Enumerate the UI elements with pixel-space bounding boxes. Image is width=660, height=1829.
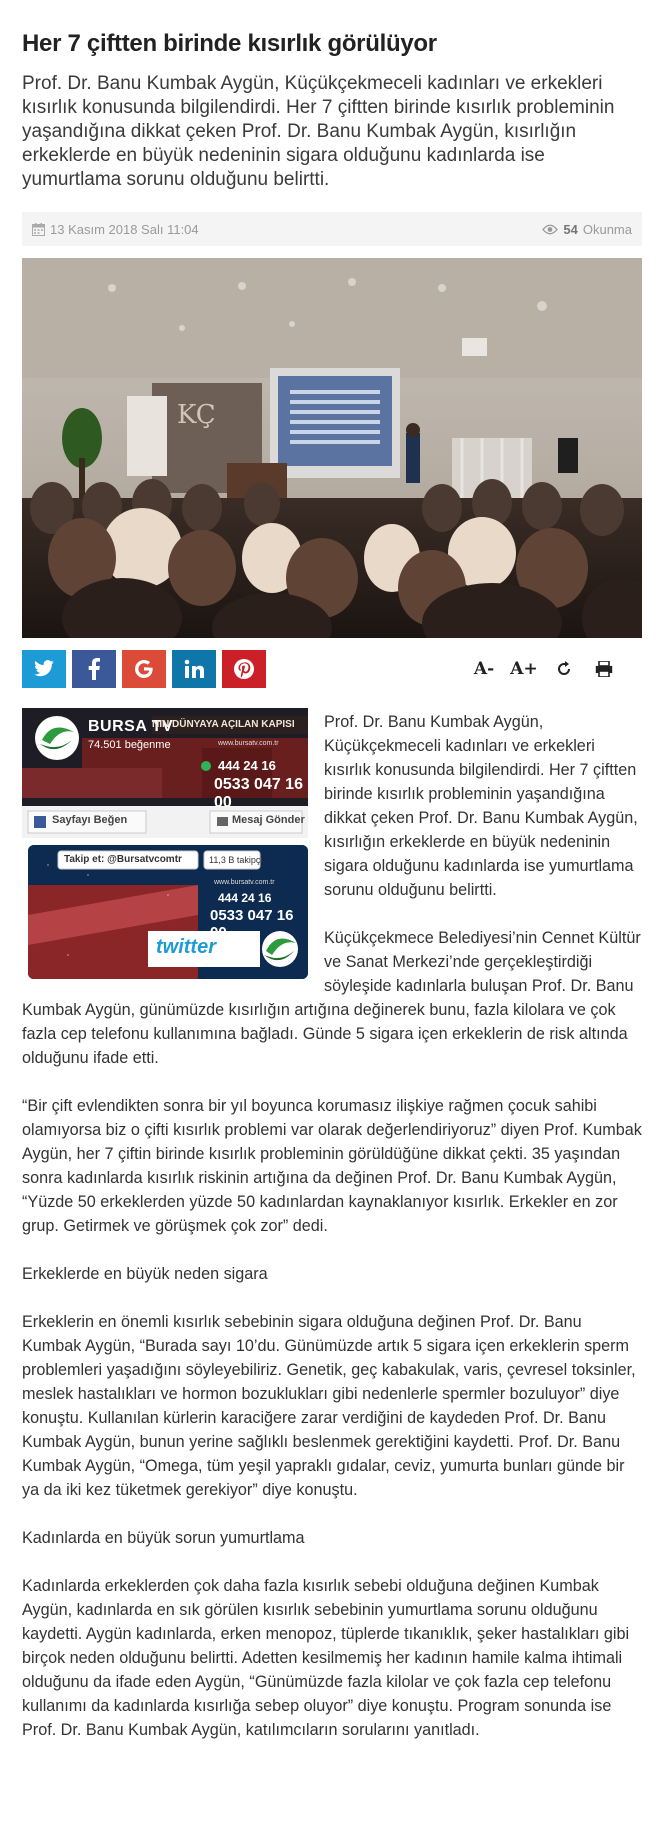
bursatv-twitter-ad[interactable]	[28, 845, 308, 979]
ad-phone-1: 444 24 16	[218, 891, 272, 905]
article-paragraph: Erkeklerin en önemli kısırlık sebebinin sigara olduğuna değinen Prof. Dr. Banu Kumbak Aygün, “Burada sayı 10’du. Günümüzde artık 5 sigara içen erkeklerin sperm problemleri yaşadığını söyleyebiliriz. Genetik, geç kabakulak, varis, çevresel toksinler, meslek hastalıkları ve hormon bozuklukları gibi nedenlerle spermler bozuluyor” diye konuştu. Kullanılan kürlerin karaciğere zarar verdiğini de kaydeden Prof. Dr. Banu Kumbak Aygün, bunun yerine sağlıklı beslenmek gerektiğini kaydetti. Prof. Dr. Banu Kumbak Aygün, “Omega, tüm yeşil yapraklı gıdalar, ceviz, yumurta bunları günde bir ya da iki kez tüketmek gerekiyor” diye konuştu.	[22, 1313, 636, 1499]
refresh-icon	[556, 661, 572, 677]
article-tools	[466, 650, 622, 688]
article-paragraph: “Bir çift evlendikten sonra bir yıl boyunca korumasız ilişkiye rağmen çocuk sahibi olamıyorsa biz o çifti kısırlık problemi var olarak değerlendiriyoruz” diyen Prof. Kumbak Aygün, her 7 çiftin birinde kısırlık probleminin görüldüğüne dikkat çekti. 35 yaşından sonra kadınlarda kısırlık riskinin artığına da değinen Prof. Dr. Banu Kumbak Aygün, “Yüzde 50 erkeklerden yüzde 50 kadınlardan kaynaklanıyor kısırlık. Erkekler en zor grup. Getirmek ve görüşmek çok zor” dedi.	[22, 1097, 642, 1235]
article-hero-image	[22, 258, 642, 638]
svg-text:KÇ: KÇ	[177, 400, 216, 430]
date-text: 13 Kasım 2018 Salı 11:04	[50, 222, 199, 237]
reset-font-button[interactable]	[546, 650, 582, 688]
send-message-button[interactable]: Mesaj Gönder	[232, 814, 305, 826]
facebook-icon	[88, 658, 100, 680]
share-twitter-button[interactable]	[22, 650, 66, 688]
article-meta-bar	[22, 212, 642, 246]
linkedin-icon	[184, 659, 204, 679]
share-google-plus-button[interactable]	[122, 650, 166, 688]
ad-phone-2: 0533 047 16 00	[214, 776, 303, 811]
calendar-icon	[32, 223, 45, 236]
ad-phone-2: 0533 047 16 00	[210, 907, 294, 941]
ad-likes: 74.501 beğenme	[88, 739, 171, 751]
share-facebook-button[interactable]	[72, 650, 116, 688]
view-count-label: Okunma	[582, 222, 632, 237]
ad-brand: BURSA TV	[88, 718, 174, 735]
view-count-number: 54	[563, 222, 578, 237]
article-summary: Prof. Dr. Banu Kumbak Aygün, Küçükçekmeceli kadınları ve erkekleri kısırlık konusunda bilgilendirdi. Her 7 çiftten birinde kısırlık probleminin yaşandığına dikkat çeken Prof. Dr. Banu Kumbak Aygün, kısırlığın erkeklerde en büyük nedeninin sigara olduğunu kadınlarda ise yumurtlama sorunu olduğunu belirtti.	[22, 73, 615, 190]
bursatv-facebook-ad[interactable]	[22, 708, 308, 838]
print-button[interactable]	[586, 650, 622, 688]
ad-banner: NIN DÜNYAYA AÇILAN KAPISI	[152, 719, 295, 730]
decrease-font-button[interactable]: A-	[473, 659, 495, 679]
share-buttons	[22, 650, 266, 688]
article-paragraph: Kadınlarda erkeklerden çok daha fazla kısırlık sebebi olduğuna değinen Kumbak Aygün, kadınlarda en sık görülen kısırlık sebebinin yumurtlama sorunu olduğunu kaydetti. Aygün kadınlarda, erken menopoz, tüplerde tıkanıklık, şeker hastalıkları gibi birçok neden olduğunu belirtti. Adetten kesilmemiş her kadının hamile kalma ihtimali olduğunu da ifade eden Aygün, “Günümüzde fazla kilolar ve çok fazla cep telefonu kullanımı da kadınlarda kısırlığa sebep oluyor” diye konuştu. Program sonunda ise Prof. Dr. Banu Kumbak Aygün, katılımcıların sorularını yanıtladı.	[22, 1577, 630, 1739]
article-subheading: Kadınlarda en büyük sorun yumurtlama	[22, 1529, 305, 1547]
print-icon	[595, 661, 613, 677]
increase-font-button[interactable]: A+	[510, 659, 538, 679]
share-pinterest-button[interactable]	[222, 650, 266, 688]
like-page-button[interactable]: Sayfayı Beğen	[52, 814, 128, 826]
twitter-follow-button[interactable]: Takip et: @Bursatvcomtr	[64, 854, 182, 865]
share-linkedin-button[interactable]	[172, 650, 216, 688]
eye-icon	[542, 224, 558, 235]
ad-phone-1: 444 24 16	[218, 758, 276, 773]
pinterest-icon	[233, 658, 255, 680]
publish-date	[32, 222, 199, 237]
twitter-logo-text: twitter	[156, 936, 216, 958]
twitter-followers: 11,3 B takipçi	[209, 855, 263, 865]
article-title: Her 7 çiftten birinde kısırlık görülüyor	[22, 30, 437, 57]
twitter-icon	[33, 660, 55, 678]
ad-website: www.bursatv.com.tr	[214, 879, 275, 886]
article-paragraph: Prof. Dr. Banu Kumbak Aygün, Küçükçekmeceli kadınları ve erkekleri kısırlık konusunda bilgilendirdi. Her 7 çiftten birinde kısırlık probleminin yaşandığına dikkat çeken Prof. Dr. Banu Kumbak Aygün, kısırlığın erkeklerde en büyük nedeninin sigara olduğunu kadınlarda ise yumurtlama sorunu olduğunu belirtti.	[324, 713, 638, 899]
article-paragraph: Küçükçekmece Belediyesi’nin Cennet Kültür ve Sanat Merkezi’nde gerçekleştirdiği söyleşide kadınlarla buluşan Prof. Dr. Banu Kumbak Aygün, günümüzde kısırlığın artığına değinerek bunu, fazla kilolara ve çok fazla cep telefonu kullanımına bağladı. Günde 5 sigara içen erkeklerin de risk altında olduğunu ifade etti.	[22, 929, 641, 1067]
article-subheading: Erkeklerde en büyük neden sigara	[22, 1265, 268, 1283]
view-count	[542, 222, 632, 237]
google-plus-icon	[134, 659, 154, 679]
ad-website: www.bursatv.com.tr	[218, 740, 279, 747]
